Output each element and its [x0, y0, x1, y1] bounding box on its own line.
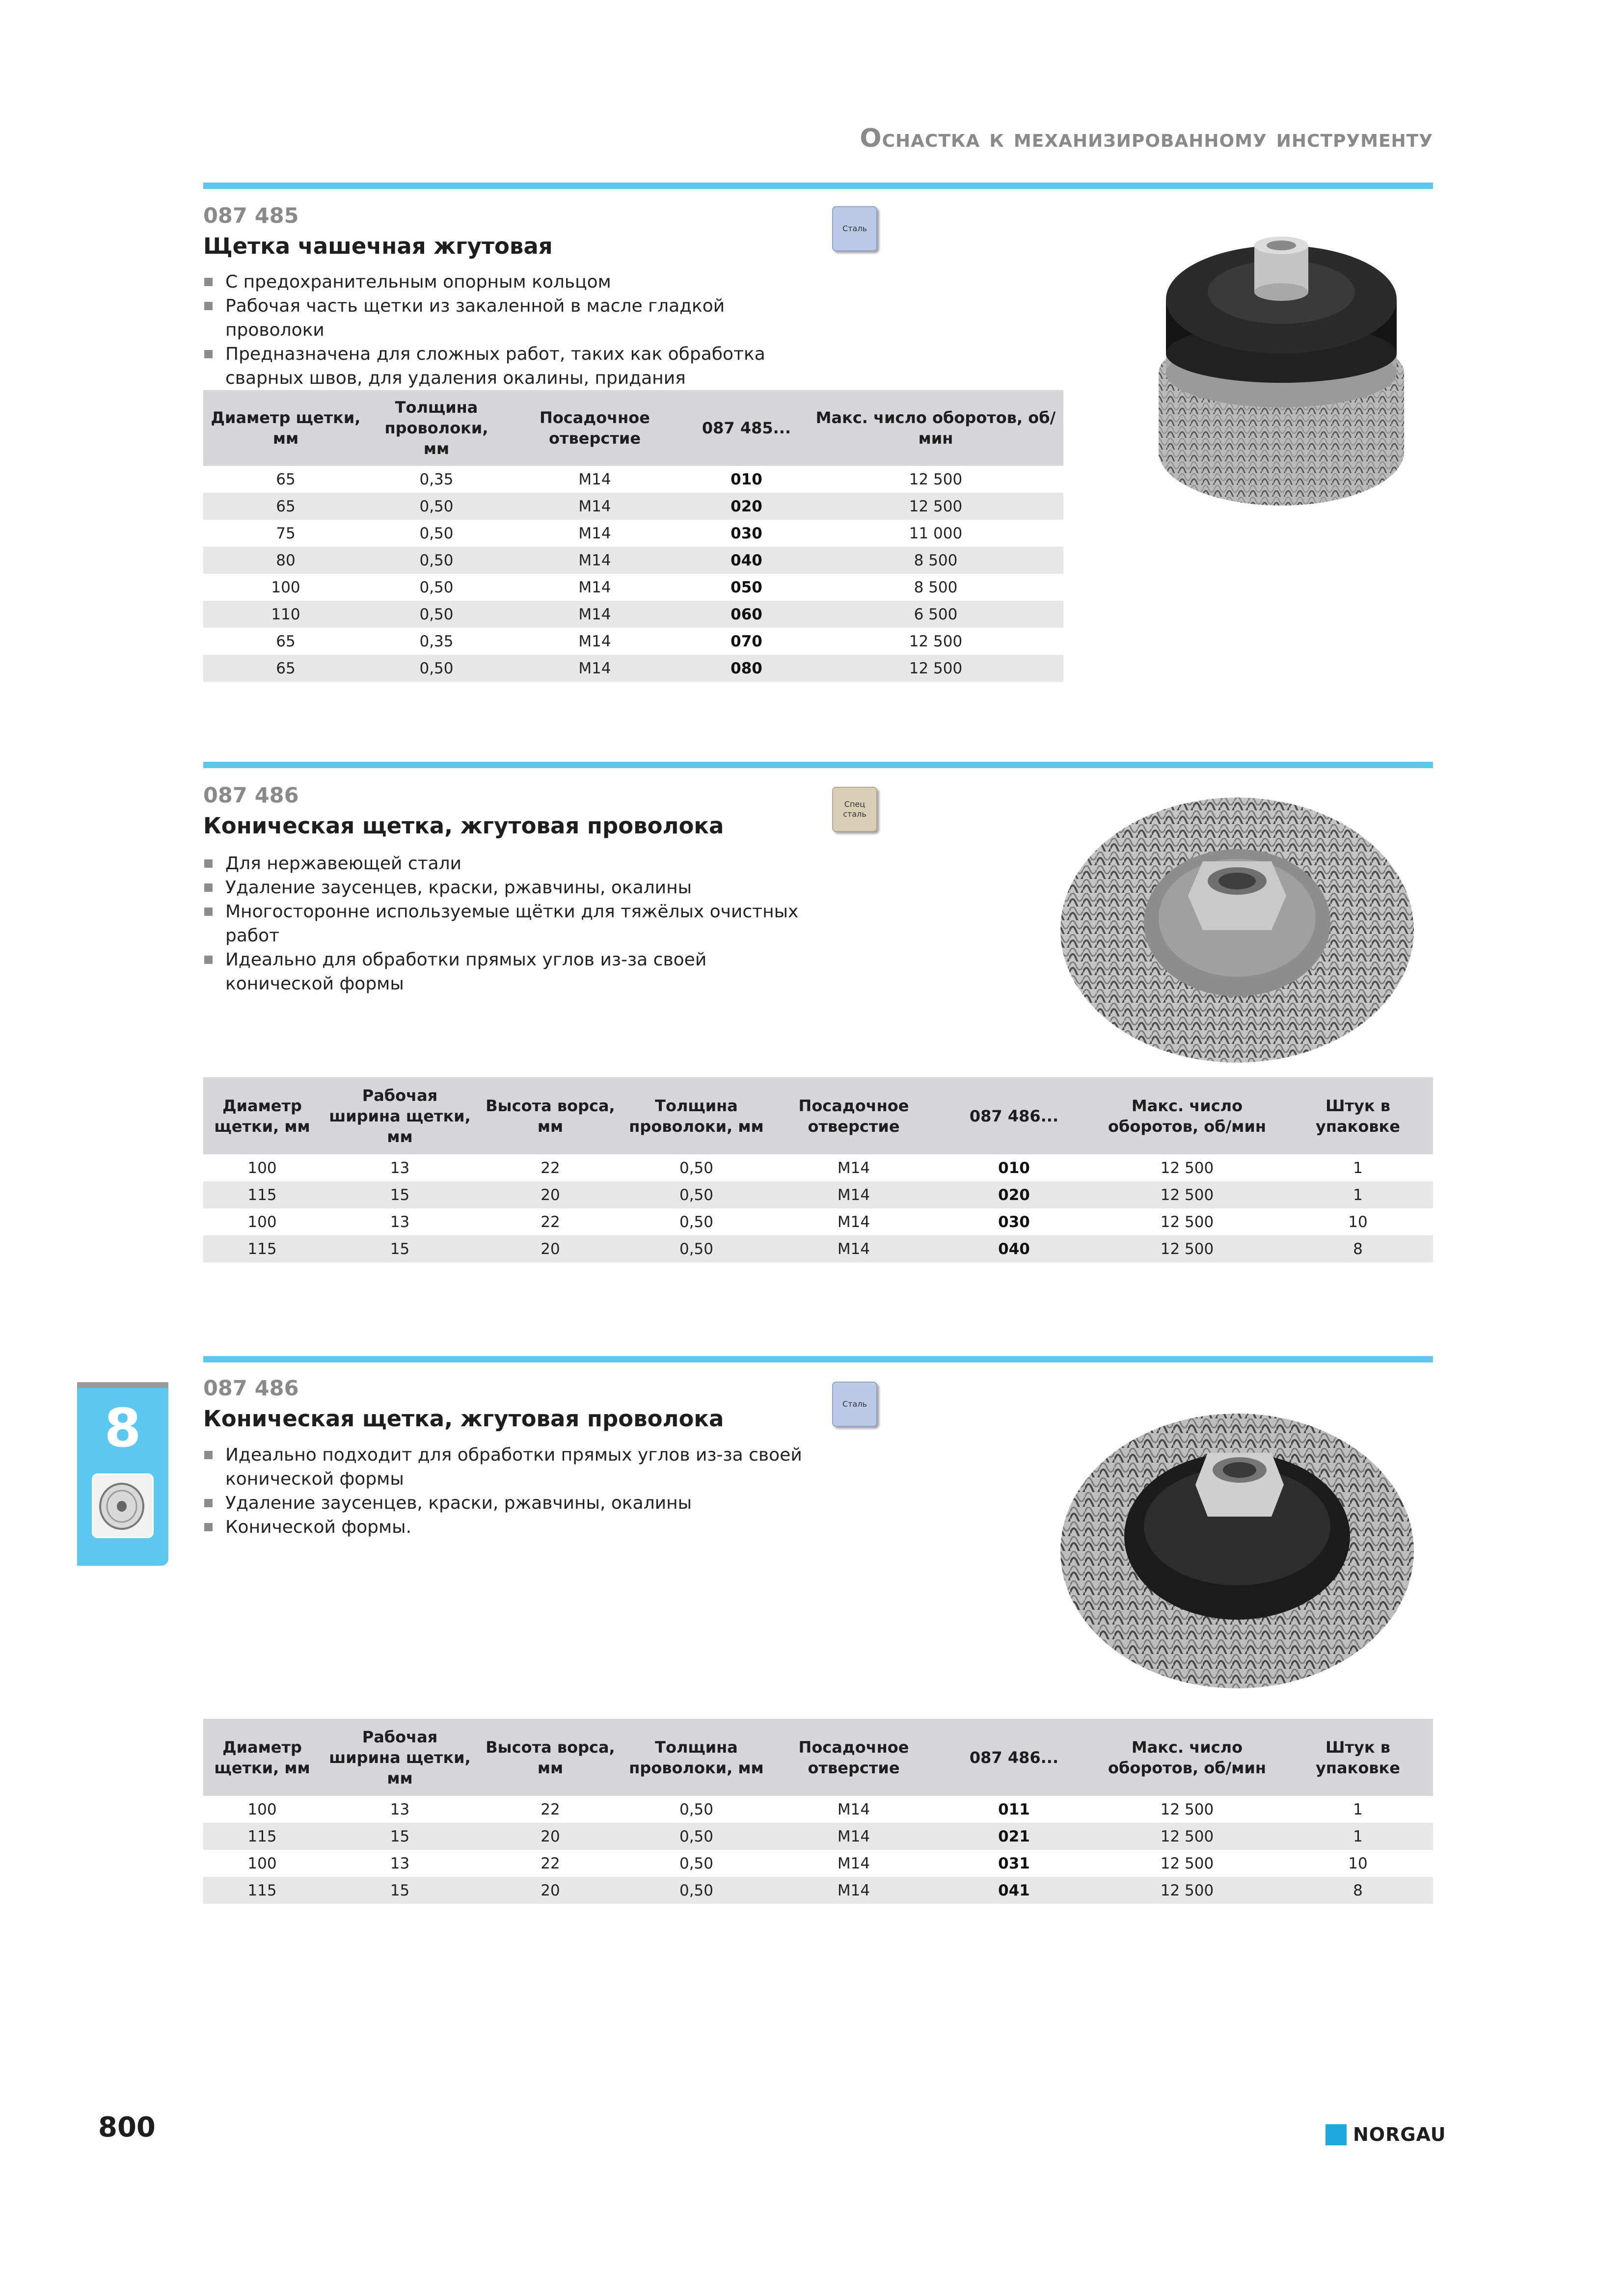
cell-height: 20 [479, 1181, 622, 1208]
cell-code: 041 [937, 1877, 1091, 1904]
cell-bore: M14 [505, 493, 685, 520]
cell-rpm: 12 500 [808, 655, 1063, 682]
cell-bore: M14 [771, 1877, 937, 1904]
cell-code: 030 [998, 1213, 1030, 1231]
table-row [203, 1823, 1433, 1850]
column-header: Толщина проволоки, мм [622, 1719, 771, 1796]
feature-list [203, 1443, 817, 1539]
material-badge [832, 787, 877, 832]
table-row [203, 520, 1063, 547]
cell-rpm: 12 500 [909, 632, 963, 650]
article-number: 087 486 [203, 783, 299, 808]
table-row [203, 466, 1063, 493]
table-row [203, 655, 1063, 682]
cell-diameter: 115 [203, 1181, 321, 1208]
cell-wire: 0,35 [419, 470, 454, 488]
column-header: Диаметр щетки, мм [203, 1077, 321, 1154]
cell-code: 031 [998, 1854, 1030, 1872]
column-header: Толщина проволоки, мм [368, 390, 505, 466]
column-header: Посадочное отверстие [771, 1077, 937, 1154]
cell-pack: 1 [1353, 1159, 1363, 1177]
column-header: 087 485... [685, 390, 808, 466]
feature-list [203, 852, 817, 996]
cell-wire: 0,35 [419, 632, 454, 650]
bevel-brush-image [1055, 783, 1419, 1072]
cell-rpm: 12 500 [1091, 1877, 1283, 1904]
cell-diameter: 100 [271, 578, 300, 596]
cell-rpm: 8 500 [914, 578, 958, 596]
cell-diameter: 115 [203, 1877, 321, 1904]
cell-pack: 10 [1348, 1854, 1368, 1872]
material-badge-label [843, 800, 866, 819]
cell-diameter: 115 [203, 1235, 321, 1262]
section-divider [203, 1356, 1433, 1362]
cell-wire: 0,50 [622, 1877, 771, 1904]
cell-rpm: 12 500 [1091, 1823, 1283, 1850]
section-divider [203, 183, 1433, 189]
cell-wire: 0,50 [679, 1854, 714, 1872]
bevel-brush-image [1055, 1389, 1419, 1693]
product-title: Щетка чашечная жгутовая [203, 233, 553, 259]
cell-height: 22 [541, 1800, 560, 1818]
cell-wire: 0,50 [622, 1181, 771, 1208]
cell-diameter: 75 [276, 524, 296, 542]
section-divider [203, 762, 1433, 768]
cell-code: 010 [998, 1159, 1030, 1177]
brush-disc-icon [92, 1473, 154, 1538]
cell-code: 021 [937, 1823, 1091, 1850]
page-number: 800 [98, 2111, 156, 2143]
table-row [203, 1235, 1433, 1262]
spec-table [203, 1077, 1433, 1262]
table-row [203, 628, 1063, 655]
cell-wire: 0,50 [419, 524, 454, 542]
cell-bore: M14 [837, 1159, 870, 1177]
feature-item: Конической формы. [203, 1515, 817, 1539]
cell-diameter: 100 [247, 1159, 277, 1177]
feature-item: Идеально подходит для обработки прямых углов из-за своей конической формы [203, 1443, 817, 1491]
table-row [203, 1181, 1433, 1208]
cell-diameter: 100 [247, 1854, 277, 1872]
cell-code: 050 [730, 578, 762, 596]
cell-rpm: 12 500 [1160, 1800, 1214, 1818]
cell-pack: 1 [1283, 1823, 1433, 1850]
cell-height: 22 [541, 1213, 560, 1231]
cell-bore: M14 [837, 1213, 870, 1231]
article-number: 087 486 [203, 1376, 299, 1401]
cell-bore: M14 [505, 655, 685, 682]
brand-name: NORGAU [1353, 2124, 1446, 2145]
column-header: Посадочное отверстие [505, 390, 685, 466]
cell-wire: 0,50 [679, 1159, 714, 1177]
cell-diameter: 65 [203, 493, 368, 520]
column-header: Штук в упаковке [1283, 1077, 1433, 1154]
column-header: Диаметр щетки, мм [203, 390, 368, 466]
cell-diameter: 100 [247, 1213, 277, 1231]
column-header: Рабочая ширина щетки, мм [321, 1719, 479, 1796]
feature-item: Идеально для обработки прямых углов из-за своей конической формы [203, 948, 817, 996]
cell-code: 010 [730, 470, 762, 488]
badge-line: сталь [843, 809, 866, 819]
table-row [203, 1850, 1433, 1877]
spec-table [203, 1719, 1433, 1904]
cell-rpm: 12 500 [1160, 1159, 1214, 1177]
cell-code: 040 [937, 1235, 1091, 1262]
cell-bore: M14 [837, 1854, 870, 1872]
table-row [203, 1877, 1433, 1904]
material-badge-label: Сталь [842, 224, 867, 233]
cell-width: 15 [321, 1823, 479, 1850]
table-row [203, 493, 1063, 520]
cell-bore: M14 [771, 1235, 937, 1262]
cell-rpm: 11 000 [909, 524, 963, 542]
cell-code: 020 [937, 1181, 1091, 1208]
cell-width: 15 [321, 1235, 479, 1262]
column-header: Рабочая ширина щетки, мм [321, 1077, 479, 1154]
cell-rpm: 12 500 [1091, 1181, 1283, 1208]
cell-rpm: 12 500 [909, 470, 963, 488]
column-header: Макс. число оборотов, об/мин [808, 390, 1063, 466]
cell-bore: M14 [505, 547, 685, 574]
cell-wire: 0,50 [679, 1800, 714, 1818]
product-title: Коническая щетка, жгутовая проволока [203, 1406, 724, 1432]
badge-line: Спец [844, 800, 866, 809]
cell-width: 13 [390, 1159, 410, 1177]
material-badge [832, 206, 877, 251]
cup-brush-image [1144, 226, 1419, 530]
cell-code: 030 [730, 524, 762, 542]
cell-wire: 0,50 [368, 655, 505, 682]
cell-pack: 1 [1283, 1181, 1433, 1208]
cell-rpm: 12 500 [1160, 1213, 1214, 1231]
cell-code: 020 [685, 493, 808, 520]
cell-code: 070 [730, 632, 762, 650]
cell-code: 060 [685, 601, 808, 628]
product-title: Коническая щетка, жгутовая проволока [203, 813, 724, 839]
cell-pack: 8 [1283, 1235, 1433, 1262]
cell-height: 20 [479, 1235, 622, 1262]
material-badge-label: Сталь [842, 1399, 867, 1409]
cell-diameter: 65 [276, 470, 296, 488]
table-row [203, 601, 1063, 628]
table-row [203, 1796, 1433, 1823]
cell-diameter: 65 [276, 632, 296, 650]
cell-wire: 0,50 [368, 493, 505, 520]
cell-width: 13 [390, 1213, 410, 1231]
cell-code: 011 [998, 1800, 1030, 1818]
column-header: Посадочное отверстие [771, 1719, 937, 1796]
feature-item: Предназначена для сложных работ, таких как обработка сварных швов, для удаления окалины, придания [203, 342, 817, 414]
cell-wire: 0,50 [622, 1823, 771, 1850]
column-header: Макс. число оборотов, об/мин [1091, 1719, 1283, 1796]
chapter-tab[interactable] [77, 1382, 168, 1566]
cell-bore: M14 [578, 470, 611, 488]
feature-item: Удаление заусенцев, краски, ржавчины, окалины [203, 1491, 817, 1515]
cell-bore: M14 [837, 1800, 870, 1818]
cell-rpm: 6 500 [808, 601, 1063, 628]
cell-width: 15 [321, 1181, 479, 1208]
table-row [203, 574, 1063, 601]
cell-wire: 0,50 [368, 547, 505, 574]
column-header: Высота ворса, мм [479, 1719, 622, 1796]
cell-diameter: 65 [203, 655, 368, 682]
cell-diameter: 80 [203, 547, 368, 574]
table-row [203, 1154, 1433, 1181]
cell-bore: M14 [505, 601, 685, 628]
column-header: Макс. число оборотов, об/мин [1091, 1077, 1283, 1154]
spec-table [203, 390, 1063, 682]
feature-item: Для нержавеющей стали [203, 852, 817, 876]
cell-pack: 8 [1283, 1877, 1433, 1904]
chapter-number: 8 [104, 1398, 141, 1459]
cell-height: 20 [479, 1877, 622, 1904]
cell-bore: M14 [578, 578, 611, 596]
cell-diameter: 110 [203, 601, 368, 628]
cell-wire: 0,50 [622, 1235, 771, 1262]
cell-height: 22 [541, 1159, 560, 1177]
column-header: Толщина проволоки, мм [622, 1077, 771, 1154]
cell-width: 15 [321, 1877, 479, 1904]
cell-bore: M14 [771, 1181, 937, 1208]
cell-rpm: 12 500 [808, 493, 1063, 520]
feature-item: Многосторонне используемые щётки для тяжёлых очистных работ [203, 900, 817, 948]
material-badge [832, 1382, 877, 1427]
cell-wire: 0,50 [419, 578, 454, 596]
cell-diameter: 115 [203, 1823, 321, 1850]
brand-logo-square [1325, 2124, 1347, 2145]
cell-pack: 10 [1348, 1213, 1368, 1231]
cell-width: 13 [390, 1800, 410, 1818]
column-header: Диаметр щетки, мм [203, 1719, 321, 1796]
cell-height: 22 [541, 1854, 560, 1872]
column-header: Высота ворса, мм [479, 1077, 622, 1154]
article-number: 087 485 [203, 204, 299, 228]
cell-bore: M14 [578, 524, 611, 542]
cell-rpm: 12 500 [1160, 1854, 1214, 1872]
cell-code: 040 [685, 547, 808, 574]
cell-height: 20 [479, 1823, 622, 1850]
cell-diameter: 100 [247, 1800, 277, 1818]
column-header: 087 486... [937, 1077, 1091, 1154]
feature-item: С предохранительным опорным кольцом [203, 270, 817, 294]
column-header: 087 486... [937, 1719, 1091, 1796]
cell-wire: 0,50 [368, 601, 505, 628]
table-row [203, 1208, 1433, 1235]
cell-rpm: 12 500 [1091, 1235, 1283, 1262]
cell-rpm: 8 500 [808, 547, 1063, 574]
feature-item: Рабочая часть щетки из закаленной в масле гладкой проволоки [203, 294, 817, 342]
table-row [203, 547, 1063, 574]
cell-bore: M14 [578, 632, 611, 650]
cell-bore: M14 [771, 1823, 937, 1850]
cell-pack: 1 [1353, 1800, 1363, 1818]
cell-width: 13 [390, 1854, 410, 1872]
cell-wire: 0,50 [679, 1213, 714, 1231]
cell-code: 080 [685, 655, 808, 682]
feature-item: Удаление заусенцев, краски, ржавчины, окалины [203, 876, 817, 900]
page-header-title: Оснастка к механизированному инструменту [860, 124, 1433, 153]
column-header: Штук в упаковке [1283, 1719, 1433, 1796]
